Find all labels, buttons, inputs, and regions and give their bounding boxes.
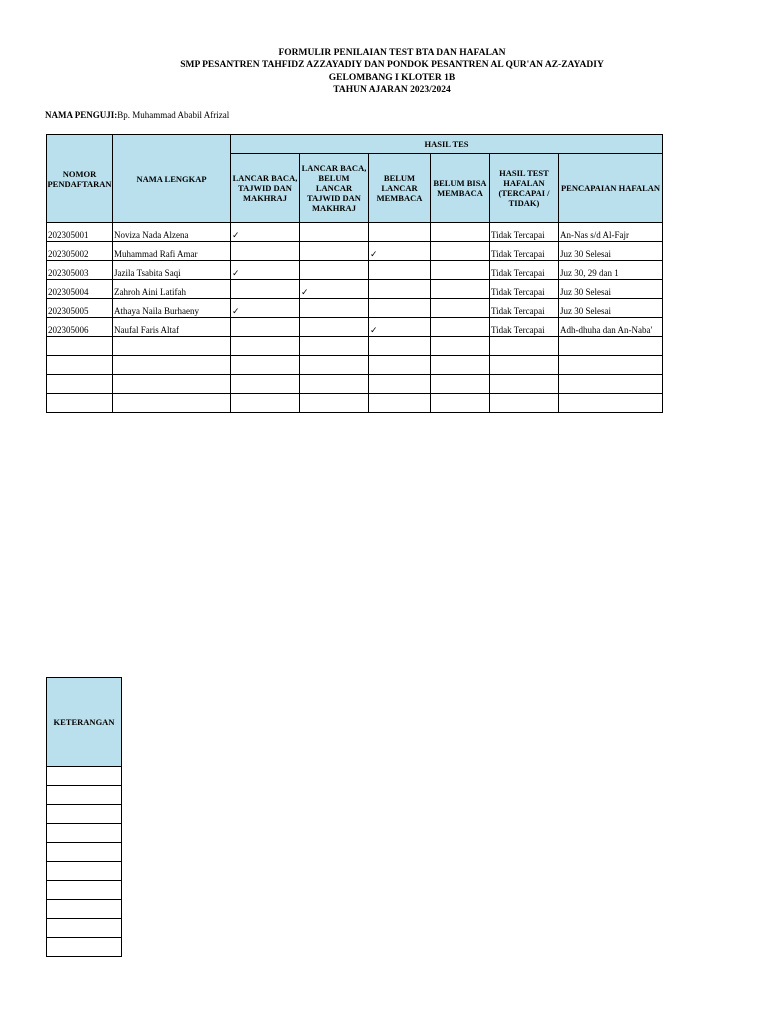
table-row bbox=[47, 223, 663, 242]
cell-nomor: 202305006 bbox=[47, 318, 113, 337]
header-keterangan: KETERANGAN bbox=[47, 678, 122, 767]
header-belum-tajwid: LANCAR BACA, BELUM LANCAR TAJWID DAN MAKHRAJ bbox=[300, 154, 369, 223]
cell-belum-lancar: ✓ bbox=[369, 318, 431, 337]
cell-belum-bisa bbox=[431, 223, 490, 242]
keterangan-cell bbox=[47, 862, 122, 881]
cell-belum-bisa bbox=[431, 261, 490, 280]
empty-cell bbox=[559, 337, 663, 356]
cell-lancar: ✓ bbox=[231, 223, 300, 242]
keterangan-row bbox=[47, 862, 122, 881]
cell-belum-bisa bbox=[431, 280, 490, 299]
empty-cell bbox=[113, 356, 231, 375]
cell-belum-tajwid bbox=[300, 223, 369, 242]
empty-cell bbox=[231, 356, 300, 375]
examiner-label: NAMA PENGUJI: bbox=[45, 110, 118, 120]
keterangan-row bbox=[47, 843, 122, 862]
empty-cell bbox=[369, 375, 431, 394]
cell-belum-lancar: ✓ bbox=[369, 242, 431, 261]
empty-cell bbox=[47, 394, 113, 413]
keterangan-table bbox=[46, 677, 122, 957]
cell-belum-tajwid bbox=[300, 299, 369, 318]
empty-cell bbox=[490, 375, 559, 394]
cell-hasil: Tidak Tercapai bbox=[490, 280, 559, 299]
empty-cell bbox=[47, 356, 113, 375]
table-row bbox=[47, 280, 663, 299]
empty-cell bbox=[231, 375, 300, 394]
cell-lancar bbox=[231, 318, 300, 337]
empty-cell bbox=[113, 394, 231, 413]
header-hasil-hafalan: HASIL TEST HAFALAN (TERCAPAI / TIDAK) bbox=[490, 154, 559, 223]
cell-nomor: 202305001 bbox=[47, 223, 113, 242]
table-row-empty bbox=[47, 375, 663, 394]
header-belum-lancar: BELUM LANCAR MEMBACA bbox=[369, 154, 431, 223]
keterangan-row bbox=[47, 919, 122, 938]
examiner-name: Bp. Muhammad Ababil Afrizal bbox=[117, 110, 230, 120]
header-nama: NAMA LENGKAP bbox=[113, 135, 231, 223]
empty-cell bbox=[369, 394, 431, 413]
title-line-1: FORMULIR PENILAIAN TEST BTA DAN HAFALAN bbox=[278, 48, 506, 58]
table-row-empty bbox=[47, 356, 663, 375]
keterangan-cell bbox=[47, 881, 122, 900]
cell-belum-tajwid bbox=[300, 242, 369, 261]
empty-cell bbox=[431, 375, 490, 394]
cell-nama: Naufal Faris Altaf bbox=[113, 318, 231, 337]
empty-cell bbox=[559, 394, 663, 413]
keterangan-cell bbox=[47, 786, 122, 805]
cell-nama: Muhammad Rafi Amar bbox=[113, 242, 231, 261]
header-pencapaian: PENCAPAIAN HAFALAN bbox=[559, 154, 663, 223]
cell-hasil: Tidak Tercapai bbox=[490, 299, 559, 318]
empty-cell bbox=[47, 375, 113, 394]
table-row bbox=[47, 242, 663, 261]
keterangan-cell bbox=[47, 900, 122, 919]
assessment-table bbox=[46, 134, 663, 413]
keterangan-cell bbox=[47, 919, 122, 938]
table-row-empty bbox=[47, 337, 663, 356]
cell-nomor: 202305004 bbox=[47, 280, 113, 299]
cell-belum-tajwid bbox=[300, 318, 369, 337]
empty-cell bbox=[113, 375, 231, 394]
title-line-4: TAHUN AJARAN 2023/2024 bbox=[333, 84, 451, 95]
empty-cell bbox=[369, 356, 431, 375]
form-title bbox=[0, 47, 768, 96]
examiner-row bbox=[45, 110, 229, 120]
cell-pencapaian: An-Nas s/d Al-Fajr bbox=[559, 223, 663, 242]
cell-nama: Zahroh Aini Latifah bbox=[113, 280, 231, 299]
empty-cell bbox=[431, 356, 490, 375]
cell-nomor: 202305002 bbox=[47, 242, 113, 261]
header-lancar: LANCAR BACA, TAJWID DAN MAKHRAJ bbox=[231, 154, 300, 223]
keterangan-row bbox=[47, 767, 122, 786]
cell-nama: Noviza Nada Alzena bbox=[113, 223, 231, 242]
cell-lancar bbox=[231, 242, 300, 261]
cell-pencapaian: Adh-dhuha dan An-Naba' bbox=[559, 318, 663, 337]
header-belum-bisa: BELUM BISA MEMBACA bbox=[431, 154, 490, 223]
cell-pencapaian: Juz 30 Selesai bbox=[559, 299, 663, 318]
keterangan-row bbox=[47, 881, 122, 900]
empty-cell bbox=[300, 356, 369, 375]
cell-belum-lancar bbox=[369, 223, 431, 242]
cell-belum-lancar bbox=[369, 299, 431, 318]
header-hasil-tes: HASIL TES bbox=[231, 135, 663, 154]
empty-cell bbox=[231, 394, 300, 413]
cell-lancar bbox=[231, 280, 300, 299]
table-row bbox=[47, 299, 663, 318]
empty-cell bbox=[113, 337, 231, 356]
empty-cell bbox=[490, 394, 559, 413]
keterangan-row bbox=[47, 824, 122, 843]
keterangan-cell bbox=[47, 938, 122, 957]
empty-cell bbox=[231, 337, 300, 356]
cell-pencapaian: Juz 30 Selesai bbox=[559, 280, 663, 299]
table-row bbox=[47, 318, 663, 337]
keterangan-cell bbox=[47, 767, 122, 786]
header-nomor: NOMOR PENDAFTARAN bbox=[47, 135, 113, 223]
table-row bbox=[47, 261, 663, 280]
title-line-3: GELOMBANG I KLOTER 1B bbox=[328, 72, 456, 83]
cell-hasil: Tidak Tercapai bbox=[490, 261, 559, 280]
empty-cell bbox=[369, 337, 431, 356]
keterangan-row bbox=[47, 805, 122, 824]
cell-belum-tajwid bbox=[300, 261, 369, 280]
empty-cell bbox=[559, 356, 663, 375]
cell-belum-bisa bbox=[431, 299, 490, 318]
cell-nama: Athaya Naila Burhaeny bbox=[113, 299, 231, 318]
cell-hasil: Tidak Tercapai bbox=[490, 242, 559, 261]
keterangan-cell bbox=[47, 824, 122, 843]
cell-pencapaian: Juz 30 Selesai bbox=[559, 242, 663, 261]
cell-belum-lancar bbox=[369, 261, 431, 280]
empty-cell bbox=[47, 337, 113, 356]
cell-pencapaian: Juz 30, 29 dan 1 bbox=[559, 261, 663, 280]
empty-cell bbox=[300, 394, 369, 413]
cell-hasil: Tidak Tercapai bbox=[490, 318, 559, 337]
cell-lancar: ✓ bbox=[231, 261, 300, 280]
empty-cell bbox=[300, 375, 369, 394]
title-line-2: SMP PESANTREN TAHFIDZ AZZAYADIY DAN PONDOK PESANTREN AL QUR'AN AZ-ZAYADIY bbox=[180, 60, 604, 71]
empty-cell bbox=[559, 375, 663, 394]
cell-belum-bisa bbox=[431, 318, 490, 337]
empty-cell bbox=[300, 337, 369, 356]
keterangan-row bbox=[47, 786, 122, 805]
keterangan-cell bbox=[47, 843, 122, 862]
cell-nomor: 202305005 bbox=[47, 299, 113, 318]
empty-cell bbox=[490, 337, 559, 356]
cell-belum-tajwid: ✓ bbox=[300, 280, 369, 299]
empty-cell bbox=[490, 356, 559, 375]
keterangan-row bbox=[47, 938, 122, 957]
cell-belum-bisa bbox=[431, 242, 490, 261]
keterangan-cell bbox=[47, 805, 122, 824]
keterangan-row bbox=[47, 900, 122, 919]
cell-hasil: Tidak Tercapai bbox=[490, 223, 559, 242]
cell-nomor: 202305003 bbox=[47, 261, 113, 280]
table-row-empty bbox=[47, 394, 663, 413]
empty-cell bbox=[431, 337, 490, 356]
cell-lancar: ✓ bbox=[231, 299, 300, 318]
cell-belum-lancar bbox=[369, 280, 431, 299]
empty-cell bbox=[431, 394, 490, 413]
cell-nama: Jazila Tsabita Saqi bbox=[113, 261, 231, 280]
